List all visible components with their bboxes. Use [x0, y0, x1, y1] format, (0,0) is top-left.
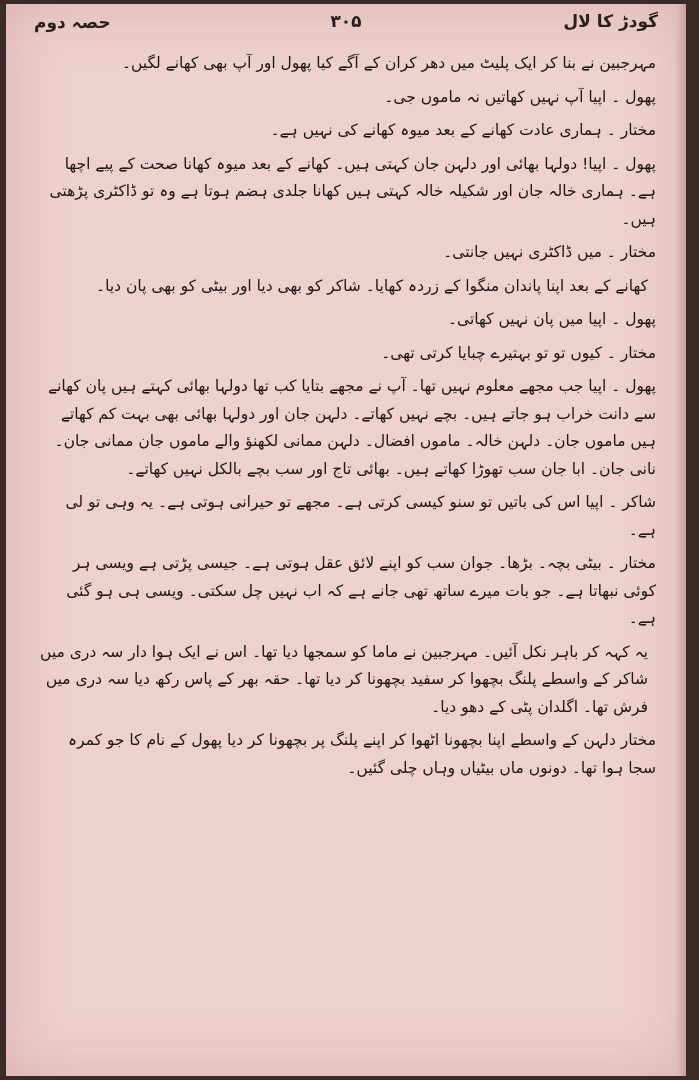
page-edge	[676, 4, 686, 1076]
paragraph: مختار ۔ میں ڈاکٹری نہیں جانتی۔	[443, 243, 656, 261]
book-page	[6, 4, 686, 1076]
page-header	[34, 12, 658, 42]
section-label: حصہ دوم	[34, 13, 111, 33]
paragraph: پھول ۔ اپیا! دولہا بھائی اور دلہن جان کہتی ہیں۔ کھانے کے بعد میوہ کھانا صحت کے پیے اچھا ہے۔ ہماری خالہ جان اور شکیلہ خالہ کہتی ہیں کھانا جلدی ہضم ہوتا ہے وہ تو ڈاکٹری پڑھتی ہیں۔	[49, 154, 656, 228]
paragraph: مختار دلہن کے واسطے اپنا بچھونا اٹھوا کر اپنے پلنگ پر بچھونا کر دیا پھول کے نام کا جو کمرہ سجا ہوا تھا۔ دونوں ماں بیٹیاں وہاں چلی گئیں۔	[68, 731, 656, 777]
paragraph: پھول ۔ اپیا آپ نہیں کھاتیں نہ ماموں جی۔	[384, 87, 656, 106]
paragraph: یہ کہہ کر باہر نکل آئیں۔ مہرجبین نے ماما کو سمجھا دیا تھا۔ اس نے ایک ہوا دار سہ دری میں شاکر کے واسطے پلنگ بچھوا کر سفید بچھونا کر دیا تھا۔ حقہ بھر کے پاس رکھ دیا سہ دری میں فرش تھا۔ اگلدان پٹی کے دھو دیا۔	[40, 642, 648, 716]
paragraph: مختار ۔ ہماری عادت کھانے کے بعد میوہ کھانے کی نہیں ہے۔	[270, 121, 656, 139]
paragraph: مہرجبین نے بنا کر ایک پلیٹ میں دھر کران کے آگے کیا پھول اور آپ بھی کھانے لگیں۔	[121, 54, 656, 72]
page-body	[36, 50, 656, 1056]
paragraph: پھول ۔ اپیا میں پان نہیں کھاتی۔	[447, 310, 656, 328]
book-title: گودڑ کا لال	[563, 12, 658, 32]
paragraph: پھول ۔ اپیا جب مجھے معلوم نہیں تھا۔ آپ نے مجھے بتایا کب تھا دولہا بھائی کہتے ہیں پان کھانے سے دانت خراب ہو جاتے ہیں۔ بچے نہیں کھاتے۔ دلہن جان اور دولہا بھائی بھی بہت کم کھاتے ہیں ماموں جان۔ دلہن خالہ۔ ماموں افضال۔ دلہن ممانی لکھنؤ والے ماموں جان ممانی جان۔ نانی جان۔ ابا جان سب تھوڑا کھاتے ہیں۔ بھائی تاج اور سب بچے بالکل نہیں کھاتے۔	[48, 377, 656, 478]
page-number: ۳۰۵	[330, 12, 362, 32]
paragraph: مختار ۔ بیٹی بچہ۔ بڑھا۔ جوان سب کو اپنے لائق عقل ہوتی ہے۔ جیسی پڑتی ہے ویسی ہر کوئی نبھاتا ہے۔ جو بات میرے ساتھ تھی جانے ہے کہ اب نہیں چل سکتی۔ ویسی ہی ہو گئی ہے۔	[66, 554, 656, 627]
paragraph: کھانے کے بعد اپنا پاندان منگوا کے زردہ کھایا۔ شاکر کو بھی دیا اور بیٹی کو بھی پان دیا۔	[96, 276, 648, 295]
paragraph: مختار ۔ کیوں تو تو بہتیرے چبایا کرتی تھی۔	[381, 343, 656, 362]
paragraph: شاکر ۔ اپیا اس کی باتیں تو سنو کیسی کرتی ہے۔ مجھے تو حیرانی ہوتی ہے۔ یہ وہی تو لی ہے۔	[65, 493, 656, 539]
